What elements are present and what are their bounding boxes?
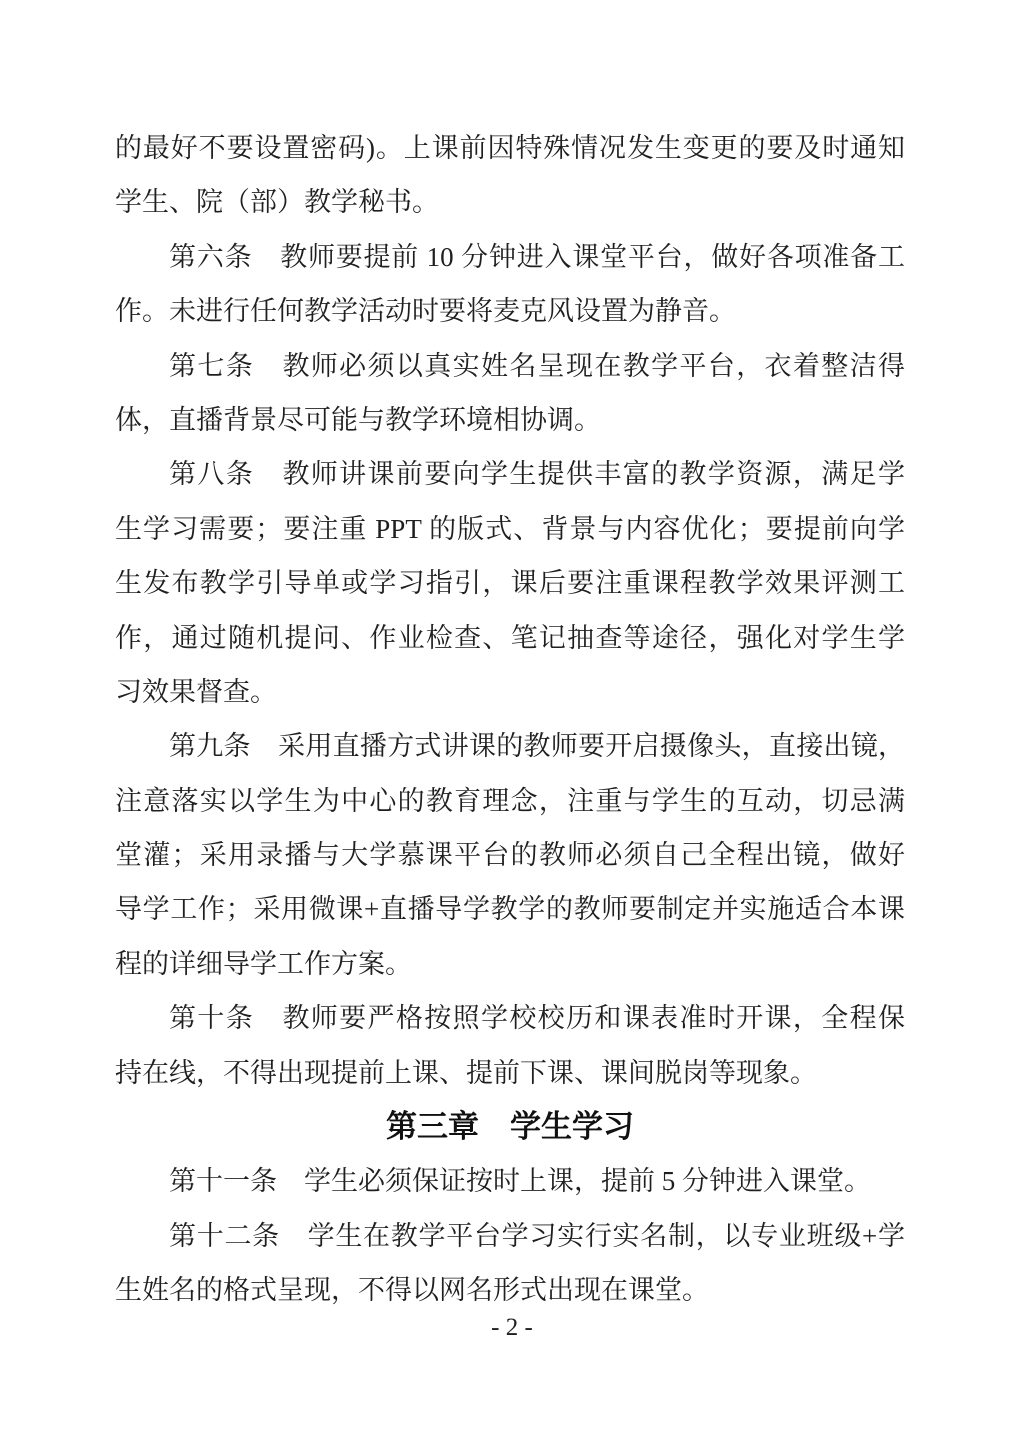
text-line: 第八条 教师讲课前要向学生提供丰富的教学资源，满足学 xyxy=(169,459,905,490)
text-line: 堂灌；采用录播与大学慕课平台的教师必须自己全程出镜，做好 xyxy=(115,840,905,871)
text-line: 第九条 采用直播方式讲课的教师要开启摄像头，直接出镜， xyxy=(169,731,905,762)
paragraph-article-9 xyxy=(115,719,905,991)
text-line: 作。未进行任何教学活动时要将麦克风设置为静音。 xyxy=(115,296,736,327)
paragraph-article-8 xyxy=(115,447,905,719)
text-line: 第六条 教师要提前 10 分钟进入课堂平台，做好各项准备工 xyxy=(169,241,905,272)
text-line: 习效果督查。 xyxy=(115,676,277,707)
text-line: 第七条 教师必须以真实姓名呈现在教学平台，衣着整洁得 xyxy=(169,350,905,381)
paragraph-continuation xyxy=(115,121,905,230)
text-line: 持在线，不得出现提前上课、提前下课、课间脱岗等现象。 xyxy=(115,1057,817,1088)
text-line: 注意落实以学生为中心的教育理念，注重与学生的互动，切忌满 xyxy=(115,785,905,816)
text-line: 体，直播背景尽可能与教学环境相协调。 xyxy=(115,404,601,435)
text-line: 生学习需要；要注重 PPT 的版式、背景与内容优化；要提前向学 xyxy=(115,513,905,544)
text-line: 的最好不要设置密码)。上课前因特殊情况发生变更的要及时通知 xyxy=(115,133,905,163)
paragraph-article-6 xyxy=(115,230,905,339)
paragraph-article-7 xyxy=(115,339,905,448)
paragraph-article-10 xyxy=(115,991,905,1100)
text-line: 导学工作；采用微课+直播导学教学的教师要制定并实施适合本课 xyxy=(115,894,905,925)
text-line: 生姓名的格式呈现，不得以网名形式出现在课堂。 xyxy=(115,1275,709,1306)
text-line: 程的详细导学工作方案。 xyxy=(115,948,412,979)
text-line: 第十二条 学生在教学平台学习实行实名制，以专业班级+学 xyxy=(169,1220,905,1251)
text-line: 生发布教学引导单或学习指引，课后要注重课程教学效果评测工 xyxy=(115,568,905,599)
paragraph-article-11 xyxy=(115,1154,905,1208)
text-line: 第十一条 学生必须保证按时上课，提前 5 分钟进入课堂。 xyxy=(169,1166,871,1197)
text-line: 学生、院（部）教学秘书。 xyxy=(115,187,439,218)
text-line: 作，通过随机提问、作业检查、笔记抽查等途径，强化对学生学 xyxy=(115,622,905,653)
page-number: - 2 - xyxy=(491,1314,533,1341)
document-body xyxy=(115,121,905,1318)
text-line: 第十条 教师要严格按照学校校历和课表准时开课，全程保 xyxy=(169,1003,905,1034)
paragraph-article-12 xyxy=(115,1209,905,1318)
chapter-heading: 第三章 学生学习 xyxy=(386,1109,634,1145)
